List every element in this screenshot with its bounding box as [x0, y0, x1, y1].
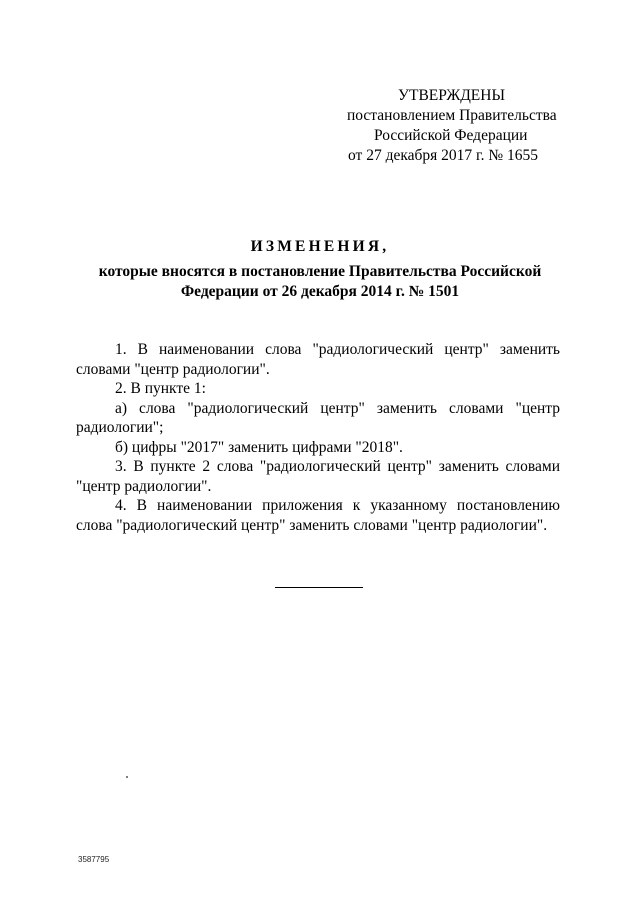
approval-issuer: постановлением Правительства	[347, 107, 557, 124]
paragraph-2b: б) цифры "2017" заменить цифрами "2018".	[115, 438, 403, 456]
document-body	[76, 340, 560, 535]
approval-block	[340, 86, 580, 166]
paragraph-4: 4. В наименовании приложения к указанному постановлению слова "радиологический центр" заменить словами "центр радиологии".	[76, 497, 560, 534]
paragraph-3: 3. В пункте 2 слова "радиологический центр" заменить словами "центр радиологии".	[76, 458, 560, 495]
paragraph-2a: а) слова "радиологический центр" заменить словами "центр радиологии";	[76, 399, 560, 436]
subtitle-line-1: которые вносятся в постановление Правительства Российской	[98, 263, 542, 280]
scan-dot-mark	[126, 776, 128, 778]
approval-country: Российской Федерации	[374, 127, 528, 144]
document-subtitle	[80, 262, 560, 302]
document-title: ИЗМЕНЕНИЯ,	[250, 238, 390, 255]
subtitle-line-2: Федерации от 26 декабря 2014 г. № 1501	[180, 283, 460, 300]
paragraph-2: 2. В пункте 1:	[115, 380, 206, 397]
approval-date-number: от 27 декабря 2017 г. № 1655	[348, 147, 539, 164]
paragraph-1: 1. В наименовании слова "радиологический центр" заменить словами "центр радиологии".	[76, 341, 560, 378]
closing-separator-line	[275, 587, 363, 588]
document-code: 3587795	[78, 855, 110, 864]
approval-heading: УТВЕРЖДЕНЫ	[398, 87, 505, 104]
